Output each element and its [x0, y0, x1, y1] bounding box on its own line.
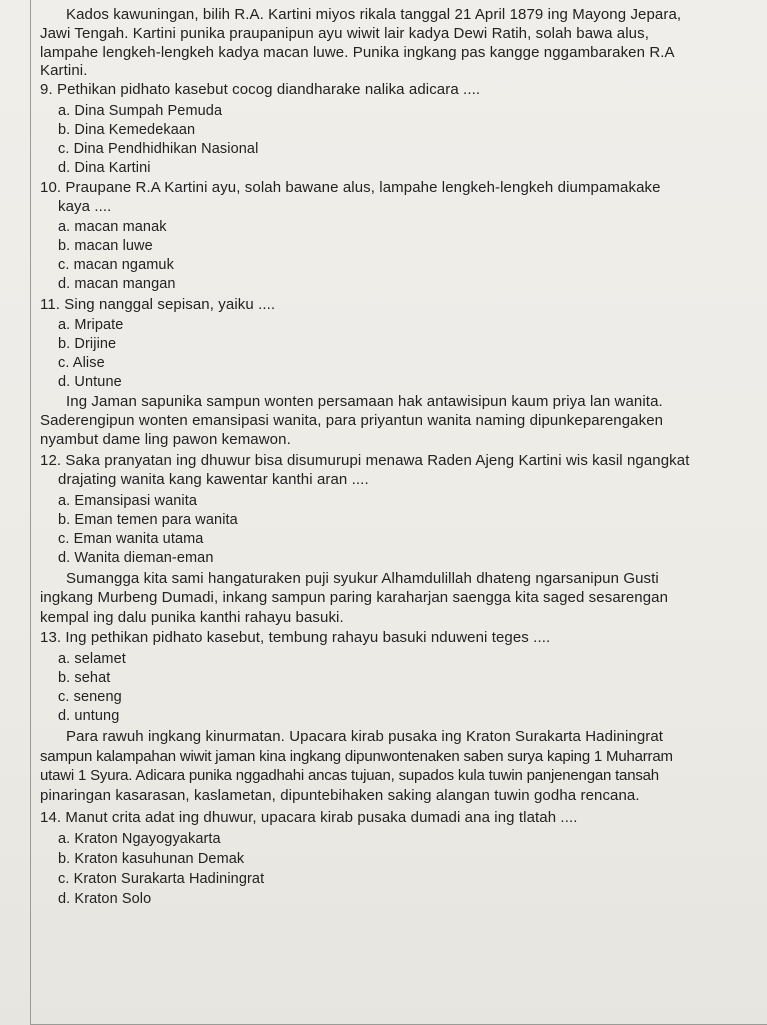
- q13-option-c: c. seneng: [58, 689, 122, 705]
- question-10: 10. Praupane R.A Kartini ayu, solah bawane alus, lampahe lengkeh-lengkeh diumpamakake: [40, 179, 661, 196]
- q9-option-a: a. Dina Sumpah Pemuda: [58, 103, 223, 119]
- passage-2-line-1: Ing Jaman sapunika sampun wonten persamaan hak antawisipun kaum priya lan wanita.: [66, 393, 663, 410]
- q13-option-b: b. sehat: [58, 670, 111, 686]
- q11-option-c: c. Alise: [58, 355, 105, 371]
- q14-option-c: c. Kraton Surakarta Hadiningrat: [58, 871, 265, 887]
- q9-option-c: c. Dina Pendhidhikan Nasional: [58, 141, 259, 157]
- q10-option-a: a. macan manak: [58, 219, 167, 235]
- passage-4-line-1: Para rawuh ingkang kinurmatan. Upacara kirab pusaka ing Kraton Surakarta Hadiningrat: [66, 728, 664, 745]
- intro-line-4: Kartini.: [40, 62, 88, 79]
- q14-option-a: a. Kraton Ngayogyakarta: [58, 831, 221, 847]
- q11-option-b: b. Drijine: [58, 336, 117, 352]
- q12-option-b: b. Eman temen para wanita: [58, 512, 238, 528]
- passage-4-line-3: utawi 1 Syura. Adicara punika nggadhahi ancas tujuan, supados kula tuwin panjenengan tansah: [40, 767, 659, 784]
- q11-option-d: d. Untune: [58, 374, 122, 390]
- q12-option-d: d. Wanita dieman-eman: [58, 550, 214, 566]
- q13-option-d: d. untung: [58, 708, 120, 724]
- q10-option-d: d. macan mangan: [58, 276, 176, 292]
- q10-option-b: b. macan luwe: [58, 238, 153, 254]
- q13-option-a: a. selamet: [58, 651, 126, 667]
- q12-option-c: c. Eman wanita utama: [58, 531, 204, 547]
- question-13: 13. Ing pethikan pidhato kasebut, tembung rahayu basuki nduweni teges ....: [40, 629, 551, 646]
- q12-option-a: a. Emansipasi wanita: [58, 493, 198, 509]
- question-12-cont: drajating wanita kang kawentar kanthi aran ....: [58, 471, 369, 488]
- passage-2-line-2: Saderengipun wonten emansipasi wanita, para priyantun wanita naming dipunkeparengaken: [40, 412, 664, 429]
- intro-line-1: Kados kawuningan, bilih R.A. Kartini miyos rikala tanggal 21 April 1879 ing Mayong Jepara,: [66, 6, 682, 23]
- q14-option-d: d. Kraton Solo: [58, 891, 152, 907]
- question-10-cont: kaya ....: [58, 198, 112, 215]
- passage-3-line-2: ingkang Murbeng Dumadi, inkang sampun paring karaharjan saengga kita saged sesarengan: [40, 589, 669, 606]
- passage-3-line-3: kempal ing dalu punika kanthi rahayu basuki.: [40, 609, 344, 626]
- question-14: 14. Manut crita adat ing dhuwur, upacara kirab pusaka dumadi ana ing tlatah ....: [40, 809, 578, 826]
- intro-line-3: lampahe lengkeh-lengkeh kadya macan luwe. Punika ingkang pas kangge nggambaraken R.A: [40, 44, 675, 61]
- q14-option-b: b. Kraton kasuhunan Demak: [58, 851, 245, 867]
- q10-option-c: c. macan ngamuk: [58, 257, 174, 273]
- q11-option-a: a. Mripate: [58, 317, 124, 333]
- q9-option-b: b. Dina Kemedekaan: [58, 122, 196, 138]
- passage-4-line-2: sampun kalampahan wiwit jaman kina ingkang dipunwontenaken saben surya kaping 1 Muharram: [40, 748, 673, 765]
- passage-4-line-4: pinaringan kasarasan, kaslametan, dipuntebihaken saking alangan tuwin godha rencana.: [40, 787, 640, 804]
- question-12: 12. Saka pranyatan ing dhuwur bisa disumurupi menawa Raden Ajeng Kartini wis kasil ngangkat: [40, 452, 690, 469]
- intro-line-2: Jawi Tengah. Kartini punika praupanipun ayu wiwit lair kadya Dewi Ratih, solah bawa alus,: [40, 25, 649, 42]
- passage-3-line-1: Sumangga kita sami hangaturaken puji syukur Alhamdulillah dhateng ngarsanipun Gusti: [66, 570, 659, 587]
- question-9: 9. Pethikan pidhato kasebut cocog diandharake nalika adicara ....: [40, 81, 481, 98]
- passage-2-line-3: nyambut dame ling pawon kemawon.: [40, 431, 291, 448]
- q9-option-d: d. Dina Kartini: [58, 160, 151, 176]
- question-11: 11. Sing nanggal sepisan, yaiku ....: [40, 296, 276, 313]
